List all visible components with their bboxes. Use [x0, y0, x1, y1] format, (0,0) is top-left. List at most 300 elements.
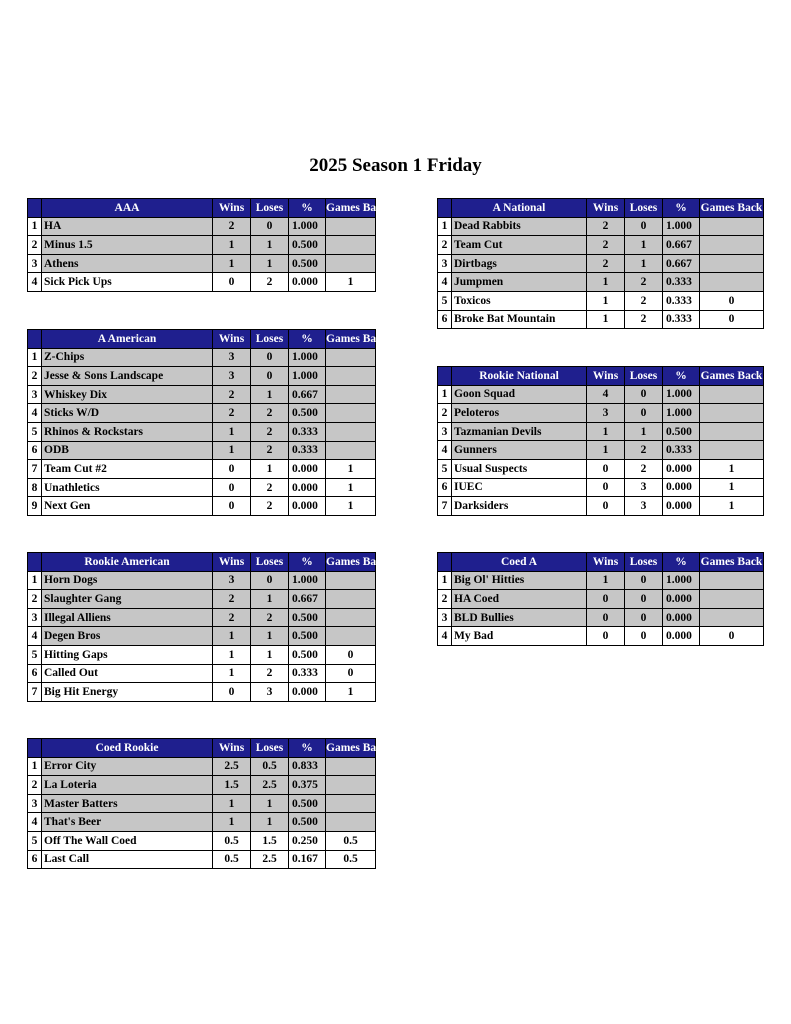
wins-header: Wins: [213, 553, 251, 572]
pct-header: %: [289, 199, 326, 218]
division-name: AAA: [42, 199, 213, 218]
table-row: [28, 608, 376, 627]
pct-cell: 1.000: [289, 348, 326, 367]
rank-cell: 1: [438, 217, 452, 236]
games-back-cell: [700, 571, 764, 590]
team-name-cell: BLD Bullies: [452, 608, 587, 627]
loses-cell: 0: [625, 608, 663, 627]
pct-cell: 0.333: [663, 273, 700, 292]
page-title: 2025 Season 1 Friday: [309, 155, 482, 176]
rank-header: [438, 367, 452, 386]
team-name-cell: HA Coed: [452, 590, 587, 609]
standings-table-a-national: [437, 198, 764, 329]
pct-cell: 0.000: [289, 460, 326, 479]
pct-cell: 0.500: [289, 813, 326, 832]
loses-cell: 2: [625, 291, 663, 310]
games-back-cell: [326, 348, 376, 367]
loses-cell: 2.5: [251, 850, 289, 869]
rank-cell: 5: [438, 291, 452, 310]
division-name: Coed Rookie: [42, 739, 213, 758]
games-back-cell: [700, 422, 764, 441]
rank-cell: 2: [28, 776, 42, 795]
table-row: [28, 831, 376, 850]
rank-cell: 3: [28, 794, 42, 813]
table-header-row: [28, 330, 376, 349]
rank-cell: 6: [438, 310, 452, 329]
wins-header: Wins: [587, 199, 625, 218]
loses-cell: 1.5: [251, 831, 289, 850]
pct-header: %: [663, 199, 700, 218]
table-header-row: [438, 367, 764, 386]
pct-cell: 0.000: [289, 683, 326, 702]
pct-cell: 0.333: [289, 441, 326, 460]
wins-cell: 1: [213, 441, 251, 460]
wins-cell: 3: [587, 404, 625, 423]
division-name: Coed A: [452, 553, 587, 572]
loses-cell: 2: [625, 310, 663, 329]
team-name-cell: Goon Squad: [452, 385, 587, 404]
pct-cell: 1.000: [663, 571, 700, 590]
wins-cell: 1: [213, 627, 251, 646]
rank-cell: 1: [438, 571, 452, 590]
table-row: [438, 291, 764, 310]
table-row: [28, 571, 376, 590]
pct-cell: 0.667: [663, 254, 700, 273]
standings-table-coed-rookie: [27, 738, 388, 869]
wins-cell: 1: [587, 310, 625, 329]
rank-cell: 5: [28, 422, 42, 441]
wins-cell: 1: [587, 273, 625, 292]
rank-cell: 7: [28, 460, 42, 479]
table-row: [438, 608, 764, 627]
table-row: [28, 757, 376, 776]
table-row: [28, 590, 376, 609]
table-row: [438, 236, 764, 255]
table-row: [438, 385, 764, 404]
wins-header: Wins: [213, 199, 251, 218]
games-back-cell: 1: [700, 459, 764, 478]
pct-header: %: [663, 553, 700, 572]
wins-cell: 2: [213, 217, 251, 236]
pct-cell: 1.000: [289, 217, 326, 236]
loses-cell: 1: [251, 813, 289, 832]
loses-cell: 0: [251, 217, 289, 236]
pct-cell: 1.000: [289, 571, 326, 590]
rank-cell: 6: [28, 850, 42, 869]
pct-cell: 0.000: [663, 627, 700, 646]
rank-cell: 2: [28, 367, 42, 386]
table-row: [28, 348, 376, 367]
table-row: [28, 404, 376, 423]
rank-cell: 4: [438, 273, 452, 292]
rank-cell: 4: [438, 441, 452, 460]
wins-header: Wins: [213, 739, 251, 758]
team-name-cell: Minus 1.5: [42, 236, 213, 255]
wins-cell: 3: [213, 367, 251, 386]
table-row: [28, 478, 376, 497]
loses-cell: 1: [251, 460, 289, 479]
table-row: [438, 627, 764, 646]
wins-cell: 0: [587, 608, 625, 627]
team-name-cell: HA: [42, 217, 213, 236]
pct-header: %: [289, 330, 326, 349]
games-back-cell: 1: [700, 497, 764, 516]
loses-cell: 1: [251, 627, 289, 646]
loses-cell: 0.5: [251, 757, 289, 776]
games-back-cell: [326, 813, 376, 832]
rank-cell: 3: [28, 385, 42, 404]
pct-cell: 0.000: [663, 478, 700, 497]
wins-header: Wins: [587, 367, 625, 386]
table-row: [28, 254, 376, 273]
loses-cell: 2: [625, 441, 663, 460]
team-name-cell: Hitting Gaps: [42, 645, 213, 664]
standings-table-rookie-national: [437, 366, 764, 516]
loses-cell: 3: [251, 683, 289, 702]
wins-cell: 1: [587, 441, 625, 460]
wins-cell: 2: [213, 385, 251, 404]
pct-cell: 0.000: [289, 478, 326, 497]
rank-cell: 6: [28, 441, 42, 460]
loses-header: Loses: [251, 553, 289, 572]
wins-cell: 0.5: [213, 831, 251, 850]
loses-cell: 1: [625, 422, 663, 441]
pct-cell: 0.000: [289, 273, 326, 292]
games-back-cell: 0: [326, 645, 376, 664]
table-row: [438, 404, 764, 423]
rank-header: [438, 553, 452, 572]
games-back-cell: [326, 385, 376, 404]
rank-cell: 1: [438, 385, 452, 404]
table-row: [28, 627, 376, 646]
team-name-cell: Unathletics: [42, 478, 213, 497]
rank-header: [28, 553, 42, 572]
loses-cell: 2: [251, 608, 289, 627]
games-back-cell: 0.5: [326, 850, 376, 869]
table-header-row: [28, 739, 376, 758]
loses-cell: 2: [251, 273, 289, 292]
standings-table-aaa: [27, 198, 388, 292]
wins-cell: 0: [213, 497, 251, 516]
pct-cell: 0.667: [663, 236, 700, 255]
pct-cell: 0.500: [289, 627, 326, 646]
wins-cell: 3: [213, 348, 251, 367]
pct-cell: 0.333: [663, 310, 700, 329]
rank-cell: 5: [438, 459, 452, 478]
rank-cell: 3: [28, 608, 42, 627]
loses-cell: 0: [251, 367, 289, 386]
loses-cell: 1: [625, 236, 663, 255]
games-back-cell: [326, 404, 376, 423]
rank-cell: 9: [28, 497, 42, 516]
rank-cell: 4: [28, 813, 42, 832]
games-back-cell: 0.5: [326, 831, 376, 850]
team-name-cell: Tazmanian Devils: [452, 422, 587, 441]
pct-cell: 1.000: [663, 217, 700, 236]
table-header-row: [438, 199, 764, 218]
rank-cell: 4: [438, 627, 452, 646]
rank-header: [28, 330, 42, 349]
team-name-cell: Whiskey Dix: [42, 385, 213, 404]
rank-cell: 5: [28, 831, 42, 850]
team-name-cell: Big Hit Energy: [42, 683, 213, 702]
wins-cell: 2: [587, 217, 625, 236]
team-name-cell: Off The Wall Coed: [42, 831, 213, 850]
games-back-cell: 1: [326, 460, 376, 479]
games-back-cell: [326, 776, 376, 795]
loses-cell: 2.5: [251, 776, 289, 795]
team-name-cell: Dead Rabbits: [452, 217, 587, 236]
division-name: A National: [452, 199, 587, 218]
loses-cell: 2: [251, 497, 289, 516]
loses-cell: 0: [625, 571, 663, 590]
team-name-cell: Team Cut #2: [42, 460, 213, 479]
wins-cell: 1: [587, 291, 625, 310]
wins-cell: 1: [213, 236, 251, 255]
table-row: [28, 385, 376, 404]
loses-cell: 0: [625, 385, 663, 404]
pct-cell: 0.500: [289, 236, 326, 255]
team-name-cell: Peloteros: [452, 404, 587, 423]
table-row: [438, 310, 764, 329]
team-name-cell: Next Gen: [42, 497, 213, 516]
games-back-cell: [326, 254, 376, 273]
games-back-cell: [700, 273, 764, 292]
table-row: [28, 422, 376, 441]
loses-cell: 1: [251, 254, 289, 273]
pct-cell: 0.333: [663, 291, 700, 310]
loses-header: Loses: [625, 199, 663, 218]
table-row: [28, 460, 376, 479]
pct-cell: 1.000: [663, 385, 700, 404]
wins-cell: 2: [587, 236, 625, 255]
games-back-cell: 1: [326, 273, 376, 292]
rank-cell: 6: [28, 664, 42, 683]
games-back-cell: [700, 385, 764, 404]
table-row: [438, 273, 764, 292]
table-row: [28, 367, 376, 386]
loses-cell: 2: [251, 441, 289, 460]
loses-header: Loses: [251, 330, 289, 349]
table-row: [28, 645, 376, 664]
table-row: [438, 441, 764, 460]
division-name: A American: [42, 330, 213, 349]
table-row: [438, 254, 764, 273]
games-back-cell: [700, 254, 764, 273]
table-row: [438, 422, 764, 441]
team-name-cell: Horn Dogs: [42, 571, 213, 590]
rank-cell: 1: [28, 571, 42, 590]
table-row: [438, 497, 764, 516]
wins-cell: 2: [213, 404, 251, 423]
loses-header: Loses: [625, 553, 663, 572]
team-name-cell: Slaughter Gang: [42, 590, 213, 609]
wins-cell: 1: [587, 571, 625, 590]
pct-cell: 0.375: [289, 776, 326, 795]
pct-cell: 0.500: [289, 608, 326, 627]
pct-cell: 1.000: [289, 367, 326, 386]
rank-cell: 3: [438, 422, 452, 441]
games-back-cell: [326, 367, 376, 386]
pct-cell: 0.167: [289, 850, 326, 869]
loses-cell: 0: [625, 627, 663, 646]
team-name-cell: Last Call: [42, 850, 213, 869]
games-back-cell: [326, 571, 376, 590]
rank-cell: 7: [438, 497, 452, 516]
loses-cell: 1: [251, 590, 289, 609]
team-name-cell: Big Ol' Hitties: [452, 571, 587, 590]
table-row: [438, 217, 764, 236]
wins-cell: 0: [213, 478, 251, 497]
wins-cell: 0: [587, 497, 625, 516]
loses-cell: 0: [625, 404, 663, 423]
team-name-cell: My Bad: [452, 627, 587, 646]
pct-header: %: [289, 739, 326, 758]
rank-cell: 3: [28, 254, 42, 273]
games-back-cell: [326, 217, 376, 236]
table-header-row: [28, 199, 376, 218]
wins-cell: 1: [213, 813, 251, 832]
wins-cell: 0: [213, 460, 251, 479]
games-back-cell: 1: [700, 478, 764, 497]
loses-cell: 0: [625, 590, 663, 609]
team-name-cell: Jesse & Sons Landscape: [42, 367, 213, 386]
pct-cell: 0.667: [289, 385, 326, 404]
table-row: [28, 664, 376, 683]
team-name-cell: Team Cut: [452, 236, 587, 255]
rank-cell: 2: [438, 404, 452, 423]
rank-cell: 7: [28, 683, 42, 702]
table-row: [438, 571, 764, 590]
rank-cell: 4: [28, 273, 42, 292]
team-name-cell: La Loteria: [42, 776, 213, 795]
loses-cell: 3: [625, 497, 663, 516]
team-name-cell: Z-Chips: [42, 348, 213, 367]
games-back-cell: 0: [700, 627, 764, 646]
standings-table-rookie-american: [27, 552, 388, 702]
rank-header: [28, 739, 42, 758]
loses-cell: 1: [625, 254, 663, 273]
pct-cell: 0.500: [663, 422, 700, 441]
pct-header: %: [663, 367, 700, 386]
games-back-cell: [326, 757, 376, 776]
team-name-cell: Error City: [42, 757, 213, 776]
games-back-cell: [326, 590, 376, 609]
team-name-cell: Called Out: [42, 664, 213, 683]
table-row: [438, 459, 764, 478]
pct-cell: 0.000: [663, 608, 700, 627]
rank-cell: 3: [438, 608, 452, 627]
games-back-header: Games Back: [326, 199, 376, 218]
games-back-cell: 1: [326, 497, 376, 516]
rank-cell: 5: [28, 645, 42, 664]
games-back-cell: [326, 422, 376, 441]
team-name-cell: Degen Bros: [42, 627, 213, 646]
games-back-header: Games Back: [700, 367, 764, 386]
games-back-header: Games Back: [326, 553, 376, 572]
team-name-cell: Sick Pick Ups: [42, 273, 213, 292]
pct-cell: 0.333: [289, 664, 326, 683]
games-back-cell: [700, 236, 764, 255]
wins-cell: 2: [587, 254, 625, 273]
loses-cell: 0: [251, 348, 289, 367]
pct-cell: 0.000: [663, 590, 700, 609]
table-row: [28, 813, 376, 832]
wins-header: Wins: [213, 330, 251, 349]
division-name: Rookie National: [452, 367, 587, 386]
games-back-header: Games Back: [326, 739, 376, 758]
wins-cell: 1: [213, 664, 251, 683]
rank-cell: 1: [28, 348, 42, 367]
table-row: [438, 478, 764, 497]
team-name-cell: Dirtbags: [452, 254, 587, 273]
pct-cell: 1.000: [663, 404, 700, 423]
pct-cell: 0.250: [289, 831, 326, 850]
games-back-header: Games Back: [326, 330, 376, 349]
games-back-cell: 1: [326, 683, 376, 702]
team-name-cell: IUEC: [452, 478, 587, 497]
division-name: Rookie American: [42, 553, 213, 572]
wins-cell: 2.5: [213, 757, 251, 776]
team-name-cell: Athens: [42, 254, 213, 273]
pct-cell: 0.500: [289, 404, 326, 423]
loses-cell: 2: [625, 273, 663, 292]
team-name-cell: Darksiders: [452, 497, 587, 516]
games-back-cell: 0: [326, 664, 376, 683]
table-row: [28, 850, 376, 869]
pct-cell: 0.500: [289, 254, 326, 273]
rank-cell: 2: [28, 236, 42, 255]
pct-header: %: [289, 553, 326, 572]
pct-cell: 0.667: [289, 590, 326, 609]
loses-cell: 3: [625, 478, 663, 497]
games-back-cell: [326, 236, 376, 255]
pct-cell: 0.500: [289, 645, 326, 664]
table-header-row: [28, 553, 376, 572]
pct-cell: 0.333: [289, 422, 326, 441]
pct-cell: 0.000: [289, 497, 326, 516]
loses-cell: 0: [251, 571, 289, 590]
rank-cell: 2: [438, 590, 452, 609]
rank-cell: 1: [28, 757, 42, 776]
games-back-cell: [326, 627, 376, 646]
pct-cell: 0.000: [663, 459, 700, 478]
games-back-cell: [326, 441, 376, 460]
games-back-cell: [326, 608, 376, 627]
games-back-cell: 0: [700, 291, 764, 310]
wins-cell: 1.5: [213, 776, 251, 795]
wins-cell: 2: [213, 608, 251, 627]
rank-cell: 8: [28, 478, 42, 497]
table-header-row: [438, 553, 764, 572]
rank-cell: 3: [438, 254, 452, 273]
wins-cell: 0: [587, 459, 625, 478]
wins-cell: 0: [587, 590, 625, 609]
team-name-cell: Jumpmen: [452, 273, 587, 292]
wins-cell: 1: [213, 645, 251, 664]
wins-header: Wins: [587, 553, 625, 572]
games-back-cell: [700, 590, 764, 609]
wins-cell: 2: [213, 590, 251, 609]
loses-cell: 0: [625, 217, 663, 236]
loses-header: Loses: [625, 367, 663, 386]
pct-cell: 0.500: [289, 794, 326, 813]
games-back-header: Games Back: [700, 553, 764, 572]
rank-cell: 1: [28, 217, 42, 236]
team-name-cell: Illegal Alliens: [42, 608, 213, 627]
wins-cell: 0: [587, 627, 625, 646]
loses-cell: 2: [251, 478, 289, 497]
